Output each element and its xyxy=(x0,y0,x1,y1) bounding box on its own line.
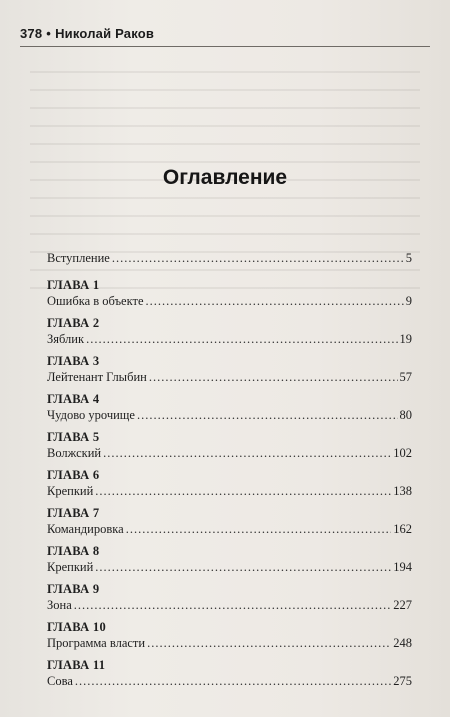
toc-entry xyxy=(47,597,412,613)
toc-entry-title: Чудово урочище xyxy=(47,408,135,422)
chapter-heading: ГЛАВА 5 xyxy=(47,430,100,444)
toc-entry-intro xyxy=(47,250,412,266)
toc-entry xyxy=(47,293,412,309)
toc-chapter xyxy=(47,468,412,499)
toc-entry-page: 275 xyxy=(393,674,412,688)
toc-entry-page: 162 xyxy=(393,522,412,536)
chapter-heading: ГЛАВА 7 xyxy=(47,506,100,520)
toc-entry-page: 57 xyxy=(399,370,412,384)
toc-entry xyxy=(47,521,412,537)
toc-entry-page: 138 xyxy=(393,484,412,498)
author-name: Николай Раков xyxy=(55,26,155,41)
toc-chapter xyxy=(47,316,412,347)
dot-leader xyxy=(75,673,391,689)
dot-leader xyxy=(74,597,392,613)
toc-chapter xyxy=(47,658,412,689)
page-number: 378 xyxy=(20,26,43,41)
chapter-heading: ГЛАВА 3 xyxy=(47,354,100,368)
toc-entry-page: 102 xyxy=(393,446,412,460)
toc-chapter xyxy=(47,506,412,537)
table-of-contents xyxy=(47,250,412,696)
toc-entry-page: 248 xyxy=(393,636,412,650)
chapter-heading: ГЛАВА 2 xyxy=(47,316,100,330)
dot-leader xyxy=(146,293,404,309)
dot-leader xyxy=(112,250,404,266)
toc-entry xyxy=(47,369,412,385)
chapter-heading: ГЛАВА 4 xyxy=(47,392,100,406)
header-bullet: • xyxy=(46,26,52,41)
toc-entry-page: 9 xyxy=(405,294,412,308)
toc-entry-title: Лейтенант Глыбин xyxy=(47,370,147,384)
chapter-heading: ГЛАВА 11 xyxy=(47,658,106,672)
toc-entry-title: Зяблик xyxy=(47,332,85,346)
chapter-heading: ГЛАВА 1 xyxy=(47,278,100,292)
toc-entry-title: Сова xyxy=(47,674,73,688)
toc-entry xyxy=(47,483,412,499)
toc-entry-page: 227 xyxy=(393,598,412,612)
toc-entry-title: Крепкий xyxy=(47,560,94,574)
dot-leader xyxy=(126,521,392,537)
toc-chapter xyxy=(47,544,412,575)
toc-entry-title: Волжский xyxy=(47,446,102,460)
dot-leader xyxy=(103,445,391,461)
toc-chapter xyxy=(47,430,412,461)
chapter-heading: ГЛАВА 10 xyxy=(47,620,107,634)
toc-entry-title: Программа власти xyxy=(47,636,146,650)
toc-entry xyxy=(47,331,412,347)
chapter-heading: ГЛАВА 6 xyxy=(47,468,100,482)
toc-entry-title: Командировка xyxy=(47,522,124,536)
toc-entry xyxy=(47,559,412,575)
toc-chapter xyxy=(47,392,412,423)
toc-entry-page: 194 xyxy=(393,560,412,574)
toc-chapter xyxy=(47,582,412,613)
toc-entry-page: 19 xyxy=(399,332,412,346)
dot-leader xyxy=(86,331,397,347)
toc-entry xyxy=(47,635,412,651)
toc-chapter xyxy=(47,278,412,309)
toc-entry xyxy=(47,407,412,423)
toc-entry-title: Крепкий xyxy=(47,484,94,498)
toc-entry-page: 80 xyxy=(399,408,412,422)
toc-title: Оглавление xyxy=(162,166,288,189)
dot-leader xyxy=(95,559,391,575)
dot-leader xyxy=(147,635,391,651)
toc-chapter xyxy=(47,620,412,651)
running-header xyxy=(20,26,154,41)
toc-entry-page: 5 xyxy=(405,251,412,265)
dot-leader xyxy=(95,483,391,499)
toc-chapter xyxy=(47,354,412,385)
chapter-heading: ГЛАВА 8 xyxy=(47,544,100,558)
toc-entry-title: Ошибка в объекте xyxy=(47,294,144,308)
toc-entry xyxy=(47,673,412,689)
toc-entry-title: Вступление xyxy=(47,251,110,265)
chapter-heading: ГЛАВА 9 xyxy=(47,582,100,596)
dot-leader xyxy=(149,369,398,385)
header-rule xyxy=(20,46,430,47)
toc-entry-title: Зона xyxy=(47,598,72,612)
dot-leader xyxy=(137,407,398,423)
toc-entry xyxy=(47,445,412,461)
